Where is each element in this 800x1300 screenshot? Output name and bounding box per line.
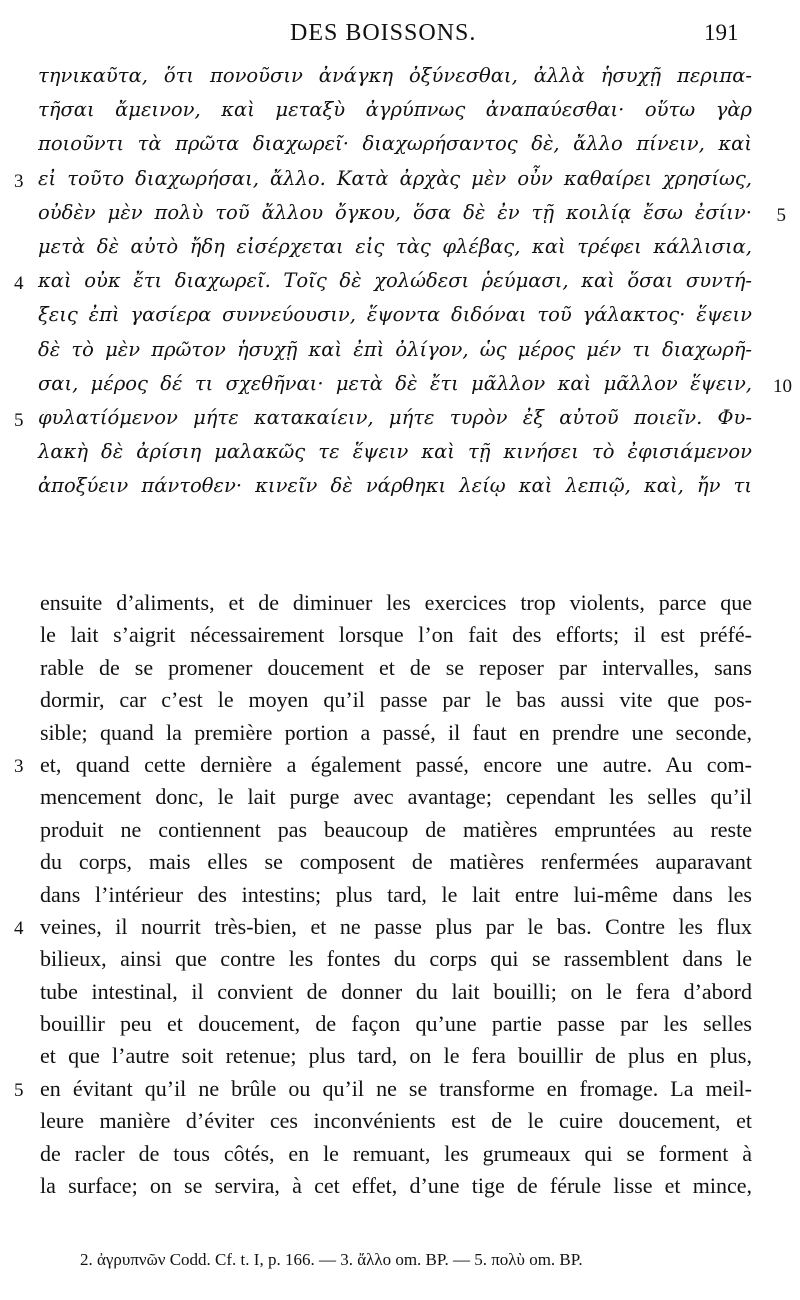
french-line-text: bilieux, ainsi que contre les fontes du corps qui se rassemblent dans le: [40, 946, 752, 972]
greek-line-text: φυλατίόμενον μήτε κατακαίειν, μήτε τυρὸν ἐξ αὐτοῦ ποιεῖν. Φυ-: [38, 405, 752, 429]
french-line: [0, 1108, 800, 1140]
french-line-text: sible; quand la première portion a passé, il faut en prendre une seconde,: [40, 719, 752, 745]
page-number: 191: [704, 20, 739, 45]
line-number-left: 4: [14, 273, 24, 295]
greek-line: [0, 130, 800, 164]
french-line-text: de racler de tous côtés, en le remuant, les grumeaux qui se forment à: [40, 1140, 752, 1166]
french-line: [0, 752, 800, 784]
running-title: DES BOISSONS.: [290, 20, 477, 46]
french-line-text: rable de se promener doucement et de se reposer par intervalles, sans: [40, 654, 752, 680]
french-line: [0, 622, 800, 654]
french-line: [0, 1076, 800, 1108]
french-line-text: la surface; on se servira, à cet effet, d’une tige de férule lisse et mince,: [40, 1173, 752, 1199]
french-line-text: leure manière d’éviter ces inconvénients est de le cuire doucement, et: [40, 1108, 752, 1134]
french-line: [0, 687, 800, 719]
greek-line-text: μετὰ δὲ αὐτὸ ἤδη εἰσέρχεται εἰς τὰς φλέβας, καὶ τρέφει κάλλισια,: [38, 234, 752, 258]
greek-line: [0, 370, 800, 404]
line-number-right: 5: [776, 204, 786, 226]
line-number-left: 3: [14, 755, 24, 777]
greek-line-text: σαι, μέρος δέ τι σχεθῆναι· μετὰ δὲ ἔτι μᾶλλον καὶ μᾶλλον ἕψειν,: [38, 371, 752, 395]
french-line-text: dans l’intérieur des intestins; plus tard, le lait entre lui-même dans les: [40, 881, 752, 907]
greek-line-text: τηνικαῦτα, ὅτι πονοῦσιν ἀνάγκη ὀξύνεσθαι, ἀλλὰ ἡσυχῇ περιπα-: [38, 64, 752, 87]
greek-text-block: [0, 62, 800, 506]
greek-line-text: εἰ τοῦτο διαχωρήσαι, ἄλλο. Κατὰ ἀρχὰς μὲν οὖν καθαίρει χρησίως,: [38, 166, 752, 190]
french-line-text: et que l’autre soit retenue; plus tard, on le fera bouillir de plus en plus,: [40, 1043, 752, 1069]
french-line-text: et, quand cette dernière a également passé, encore une autre. Au com-: [40, 751, 752, 777]
greek-line-text: ἀποξύειν πάντοθεν· κινεῖν δὲ νάρθηκι λείῳ καὶ λεπιῷ, καὶ, ἤν τι: [38, 474, 752, 498]
page-header: [0, 18, 800, 48]
greek-line: [0, 233, 800, 267]
french-line: [0, 979, 800, 1011]
greek-line-text: καὶ οὐκ ἔτι διαχωρεῖ. Τοῖς δὲ χολώδεσι ῥεύμασι, καὶ ὅσαι συντή-: [38, 269, 752, 293]
greek-line-text: δὲ τὸ μὲν πρῶτον ἡσυχῇ καὶ ἐπὶ ὀλίγον, ὡς μέρος μέν τι διαχωρῆ-: [38, 337, 752, 361]
french-translation-block: [0, 590, 800, 1205]
french-line-text: en évitant qu’il ne brûle ou qu’il ne se transforme en fromage. La meil-: [40, 1075, 752, 1101]
greek-line-text: ποιοῦντι τὰ πρῶτα διαχωρεῖ· διαχωρήσαντος δὲ, ἄλλο πίνειν, καὶ: [38, 132, 752, 156]
greek-line: [0, 267, 800, 301]
french-line-text: bouillir peu et doucement, de façon qu’une partie passe par les selles: [40, 1011, 752, 1037]
greek-line: [0, 62, 800, 96]
french-line-text: dormir, car c’est le moyen qu’il passe par le bas aussi vite que pos-: [40, 687, 752, 713]
french-line: [0, 1173, 800, 1205]
french-line: [0, 720, 800, 752]
greek-line: [0, 96, 800, 130]
line-number-left: 5: [14, 409, 24, 431]
french-line-text: ensuite d’aliments, et de diminuer les exercices trop violents, parce que: [40, 590, 752, 615]
greek-line: [0, 438, 800, 472]
greek-line-text: τῆσαι ἄμεινον, καὶ μεταξὺ ἀγρύπνως ἀναπαύεσθαι· οὕτω γὰρ: [38, 98, 752, 122]
french-line-text: produit ne contiennent pas beaucoup de matières empruntées au reste: [40, 816, 752, 842]
french-line-text: du corps, mais elles se composent de matières renfermées auparavant: [40, 849, 752, 875]
french-line: [0, 590, 800, 622]
footnote: 2. ἀγρυπνῶν Codd. Cf. t. I, p. 166. — 3. ἄλλο om. BP. — 5. πολὺ om. BP.: [80, 1250, 583, 1269]
french-line-text: le lait s’aigrit nécessairement lorsque l’on fait des efforts; il est préfé-: [40, 622, 752, 648]
greek-line: [0, 472, 800, 506]
french-line: [0, 946, 800, 978]
french-line: [0, 655, 800, 687]
greek-line: [0, 301, 800, 335]
french-line-text: tube intestinal, il convient de donner du lait bouilli; on le fera d’abord: [40, 978, 752, 1004]
greek-line: [0, 199, 800, 233]
french-line: [0, 817, 800, 849]
french-line-text: mencement donc, le lait purge avec avantage; cependant les selles qu’il: [40, 784, 752, 810]
french-line: [0, 1141, 800, 1173]
greek-line-text: λακὴ δὲ ἀρίσιη μαλακῶς τε ἕψειν καὶ τῇ κινήσει τὸ ἐφισιάμενον: [38, 440, 752, 464]
greek-line: [0, 336, 800, 370]
greek-line: [0, 404, 800, 438]
french-line: [0, 1011, 800, 1043]
french-line: [0, 882, 800, 914]
greek-line-text: ξεις ἐπὶ γασίερα συννεύουσιν, ἕψοντα διδόναι τοῦ γάλακτος· ἕψειν: [38, 303, 752, 327]
line-number-left: 4: [14, 917, 24, 939]
line-number-left: 3: [14, 170, 24, 192]
line-number-left: 5: [14, 1079, 24, 1101]
line-number-right: 10: [773, 375, 792, 397]
french-line: [0, 849, 800, 881]
french-line: [0, 914, 800, 946]
french-line: [0, 784, 800, 816]
greek-line-text: οὐδὲν μὲν πολὺ τοῦ ἄλλου ὄγκου, ὅσα δὲ ἐν τῇ κοιλίᾳ ἔσω ἐσίιν·: [38, 200, 752, 224]
greek-line: [0, 165, 800, 199]
french-line: [0, 1043, 800, 1075]
french-line-text: veines, il nourrit très-bien, et ne passe plus par le bas. Contre les flux: [40, 913, 752, 939]
